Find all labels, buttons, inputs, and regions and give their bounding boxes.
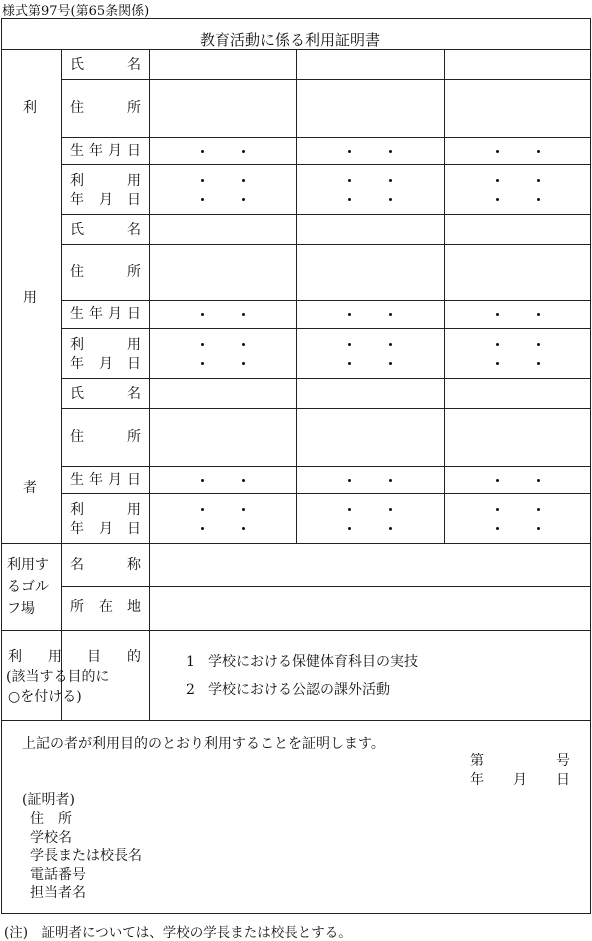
date-separator-dot — [348, 479, 351, 482]
birthdate-label: 日 — [127, 472, 141, 488]
date-separator-dot — [242, 179, 245, 182]
date-separator-dot — [242, 527, 245, 530]
issue-date-line: 月 — [513, 772, 527, 788]
date-separator-dot — [348, 198, 351, 201]
date-separator-dot — [242, 150, 245, 153]
birthdate-label: 生 — [70, 472, 84, 488]
date-separator-dot — [201, 179, 204, 182]
purpose-option: 学校における保健体育科目の実技 — [208, 654, 418, 670]
date-separator-dot — [201, 198, 204, 201]
row-divider — [61, 408, 590, 409]
date-separator-dot — [389, 343, 392, 346]
purpose-label: 的 — [127, 649, 141, 665]
date-separator-dot — [201, 527, 204, 530]
row-divider — [61, 378, 590, 379]
golf-side-label: 利用す — [7, 557, 49, 573]
birthdate-label: 月 — [108, 472, 122, 488]
certifier-field: 担当者名 — [30, 885, 86, 901]
date-separator-dot — [537, 362, 540, 365]
purpose-label: 利 — [8, 649, 22, 665]
name-label: 名 — [127, 222, 141, 238]
date-separator-dot — [496, 343, 499, 346]
use-date-label: 月 — [99, 521, 113, 537]
date-separator-dot — [201, 343, 204, 346]
date-separator-dot — [201, 479, 204, 482]
user-side-label: 用 — [23, 290, 37, 306]
date-separator-dot — [537, 527, 540, 530]
date-separator-dot — [389, 362, 392, 365]
certifier-field: 学校名 — [30, 829, 72, 846]
use-date-label: 用 — [127, 337, 141, 353]
row-divider — [61, 79, 590, 80]
birthdate-label: 年 — [89, 306, 103, 322]
row-divider — [61, 244, 590, 245]
birthdate-label: 日 — [127, 143, 141, 159]
date-separator-dot — [496, 508, 499, 511]
user-column-divider — [444, 378, 445, 543]
date-separator-dot — [348, 179, 351, 182]
birthdate-label: 生 — [70, 143, 84, 159]
footnote: (注) 証明者については、学校の学長または校長とする。 — [4, 925, 352, 941]
date-separator-dot — [201, 362, 204, 365]
date-separator-dot — [348, 343, 351, 346]
side-column-divider — [61, 49, 62, 720]
certifier-heading: (証明者) — [22, 792, 75, 808]
form-title: 教育活動に係る利用証明書 — [200, 31, 381, 49]
address-label: 住 — [70, 264, 84, 280]
name-label: 名 — [127, 386, 141, 402]
date-separator-dot — [348, 150, 351, 153]
certifier-field: 学長または校長名 — [30, 848, 142, 864]
date-separator-dot — [496, 313, 499, 316]
certification-statement: 上記の者が利用目的のとおり利用することを証明します。 — [22, 736, 385, 752]
date-separator-dot — [348, 527, 351, 530]
golf-location-label: 所 — [70, 599, 84, 615]
user-column-divider — [296, 214, 297, 378]
date-separator-dot — [242, 313, 245, 316]
date-separator-dot — [496, 362, 499, 365]
date-separator-dot — [242, 362, 245, 365]
use-date-label: 利 — [70, 502, 84, 518]
document-number-line: 第 — [470, 753, 484, 769]
purpose-option-number: 1 — [186, 654, 195, 670]
row-divider — [61, 466, 590, 467]
golf-name-label: 名 — [70, 557, 84, 573]
use-date-label: 年 — [70, 521, 84, 537]
label-column-divider — [149, 378, 150, 543]
birthdate-label: 月 — [108, 143, 122, 159]
row-divider — [61, 164, 590, 165]
date-separator-dot — [537, 179, 540, 182]
purpose-label: 目 — [87, 649, 101, 665]
address-label: 所 — [127, 264, 141, 280]
date-separator-dot — [201, 150, 204, 153]
golf-location-label: 在 — [99, 599, 113, 615]
address-label: 住 — [70, 429, 84, 445]
golf-side-label: フ場 — [7, 601, 35, 617]
date-separator-dot — [537, 343, 540, 346]
label-column-divider — [149, 630, 150, 720]
date-separator-dot — [537, 313, 540, 316]
date-separator-dot — [389, 527, 392, 530]
user-side-label: 利 — [23, 100, 37, 116]
date-separator-dot — [348, 508, 351, 511]
birthdate-label: 年 — [89, 143, 103, 159]
row-divider — [61, 214, 590, 215]
row-divider — [61, 328, 590, 329]
name-label: 氏 — [70, 386, 84, 402]
use-date-label: 用 — [127, 173, 141, 189]
date-separator-dot — [389, 150, 392, 153]
use-date-label: 用 — [127, 502, 141, 518]
name-label: 氏 — [70, 222, 84, 238]
user-column-divider — [296, 49, 297, 214]
use-date-label: 月 — [99, 192, 113, 208]
purpose-label: ○を付ける) — [8, 689, 82, 705]
date-separator-dot — [496, 479, 499, 482]
date-separator-dot — [201, 508, 204, 511]
purpose-label: 用 — [48, 649, 62, 665]
date-separator-dot — [242, 508, 245, 511]
issue-date-line: 日 — [556, 772, 570, 788]
date-separator-dot — [389, 313, 392, 316]
date-separator-dot — [242, 198, 245, 201]
date-separator-dot — [537, 479, 540, 482]
birthdate-label: 年 — [89, 472, 103, 488]
date-separator-dot — [389, 179, 392, 182]
user-column-divider — [296, 378, 297, 543]
use-date-label: 利 — [70, 173, 84, 189]
date-separator-dot — [348, 362, 351, 365]
date-separator-dot — [496, 179, 499, 182]
use-date-label: 日 — [127, 356, 141, 372]
date-separator-dot — [348, 313, 351, 316]
name-label: 氏 — [70, 57, 84, 73]
section-divider — [1, 720, 590, 721]
label-column-divider — [149, 214, 150, 378]
date-separator-dot — [242, 479, 245, 482]
address-label: 所 — [127, 429, 141, 445]
date-separator-dot — [496, 198, 499, 201]
date-separator-dot — [389, 198, 392, 201]
section-divider — [1, 543, 590, 544]
date-separator-dot — [242, 343, 245, 346]
label-column-divider — [149, 49, 150, 214]
date-separator-dot — [537, 508, 540, 511]
address-label: 所 — [127, 100, 141, 116]
birthdate-label: 生 — [70, 306, 84, 322]
certifier-field: 住 所 — [30, 811, 72, 827]
user-column-divider — [444, 49, 445, 214]
use-date-label: 年 — [70, 192, 84, 208]
user-column-divider — [444, 214, 445, 378]
purpose-label: (該当する目的に — [6, 669, 110, 685]
address-label: 住 — [70, 100, 84, 116]
date-separator-dot — [389, 508, 392, 511]
use-date-label: 月 — [99, 356, 113, 372]
purpose-option: 学校における公認の課外活動 — [208, 682, 390, 698]
row-divider — [61, 586, 590, 587]
birthdate-label: 月 — [108, 306, 122, 322]
row-divider — [61, 137, 590, 138]
use-date-label: 利 — [70, 337, 84, 353]
golf-location-label: 地 — [127, 599, 141, 615]
user-side-label: 者 — [23, 480, 37, 496]
date-separator-dot — [537, 150, 540, 153]
date-separator-dot — [496, 527, 499, 530]
use-date-label: 年 — [70, 356, 84, 372]
certifier-field: 電話番号 — [30, 866, 86, 883]
row-divider — [61, 493, 590, 494]
purpose-option-number: 2 — [186, 682, 195, 698]
document-number-line: 号 — [556, 753, 570, 769]
use-date-label: 日 — [127, 521, 141, 537]
date-separator-dot — [389, 479, 392, 482]
golf-name-label: 称 — [127, 557, 141, 573]
birthdate-label: 日 — [127, 306, 141, 322]
use-date-label: 日 — [127, 192, 141, 208]
golf-side-label: るゴル — [7, 579, 49, 595]
form-number: 様式第97号(第65条関係) — [2, 4, 150, 19]
name-label: 名 — [127, 57, 141, 73]
date-separator-dot — [201, 313, 204, 316]
issue-date-line: 年 — [470, 772, 484, 788]
date-separator-dot — [537, 198, 540, 201]
section-divider — [1, 630, 590, 631]
date-separator-dot — [496, 150, 499, 153]
row-divider — [61, 300, 590, 301]
